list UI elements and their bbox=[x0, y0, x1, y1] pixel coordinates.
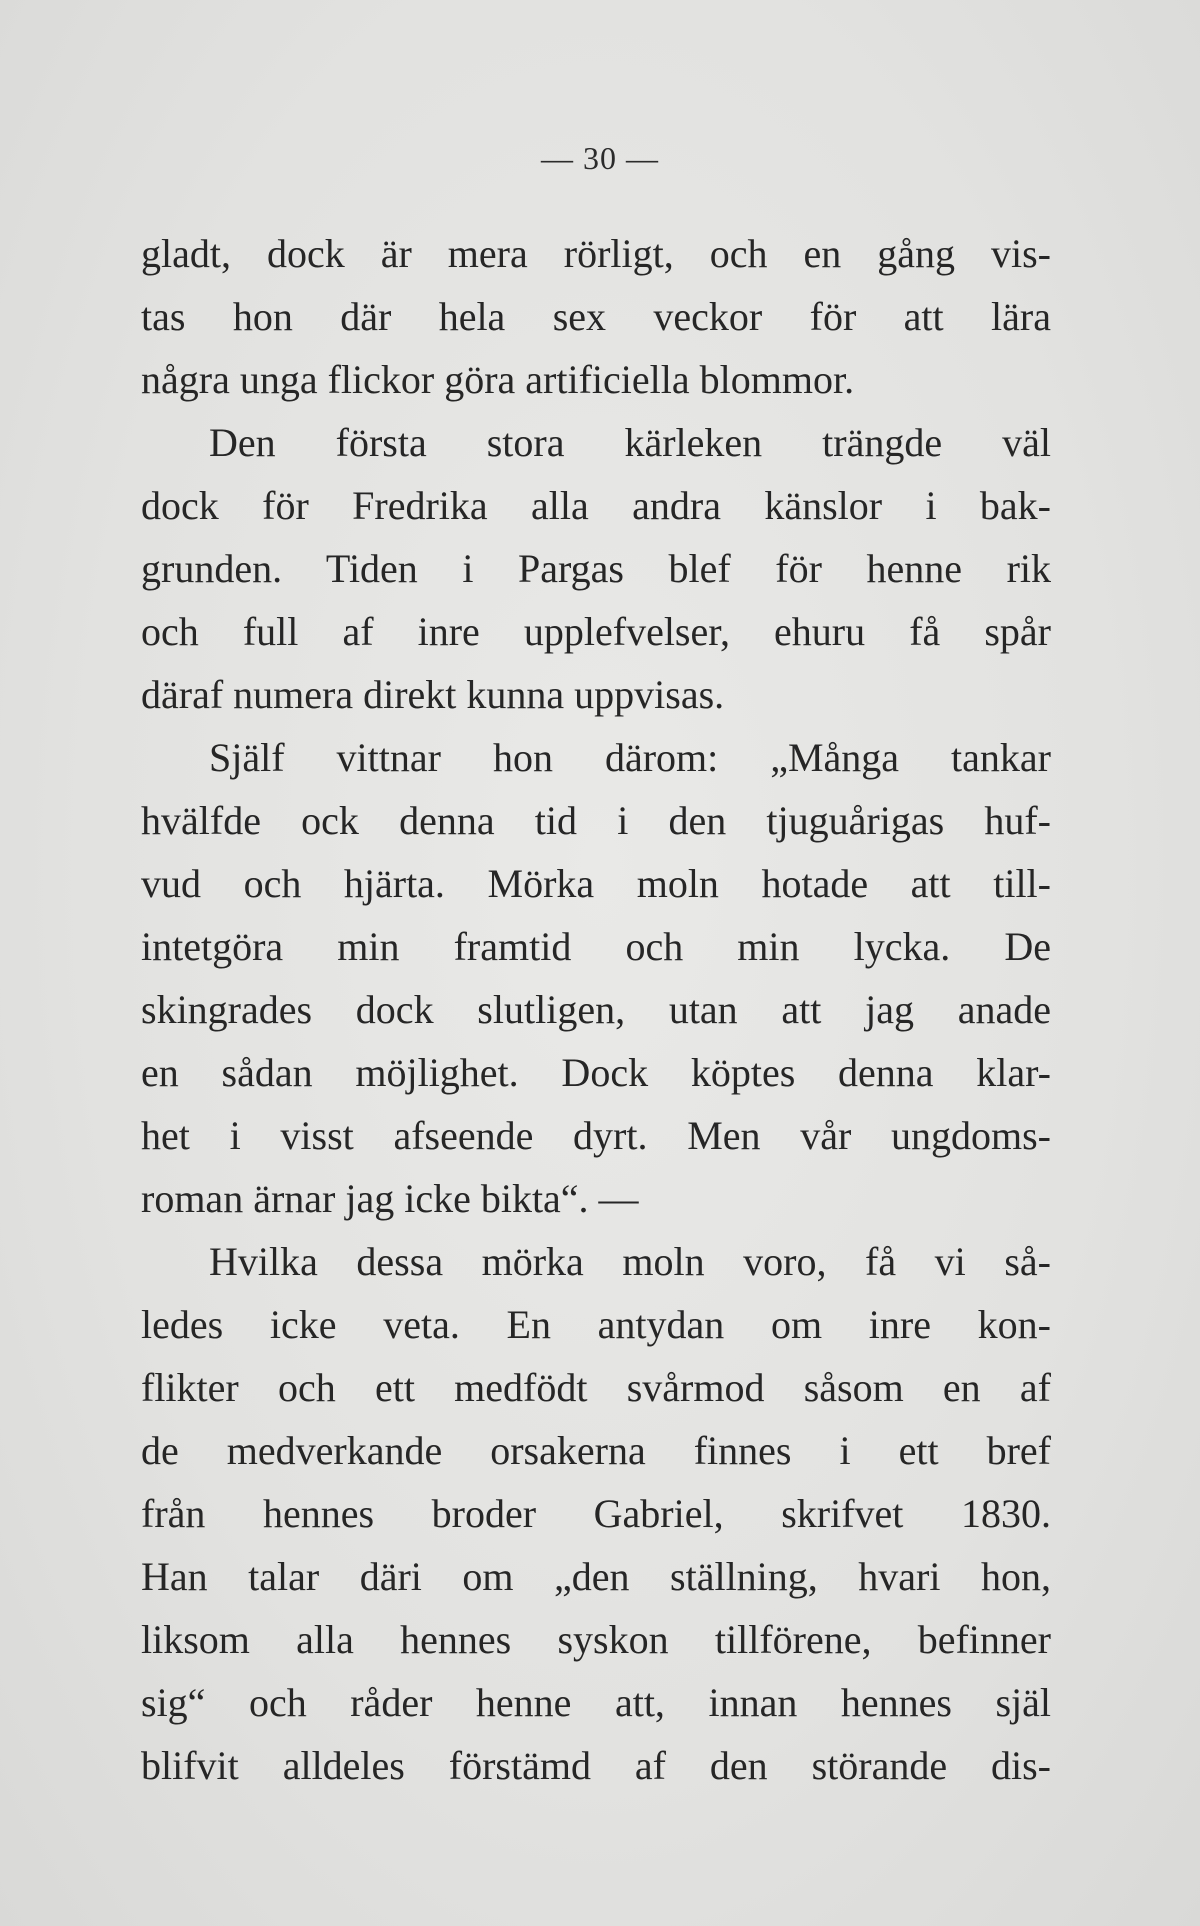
text-line: Den första stora kärleken trängde väl bbox=[209, 420, 1051, 465]
text-line: sig“ och råder henne att, innan hennes själ bbox=[141, 1680, 1051, 1725]
text-line: vud och hjärta. Mörka moln hotade att till- bbox=[141, 861, 1051, 906]
text-line: däraf numera direkt kunna uppvisas. bbox=[141, 672, 725, 717]
text-line: blifvit alldeles förstämd af den störande dis- bbox=[141, 1743, 1051, 1788]
text-line: Han talar däri om „den ställning, hvari hon, bbox=[141, 1554, 1051, 1599]
text-line: ledes icke veta. En antydan om inre kon- bbox=[141, 1302, 1051, 1347]
text-line: dock för Fredrika alla andra känslor i bak- bbox=[141, 483, 1051, 528]
text-line: Hvilka dessa mörka moln voro, få vi så- bbox=[209, 1239, 1051, 1284]
text-line: och full af inre upplefvelser, ehuru få spår bbox=[141, 609, 1051, 654]
text-line: hvälfde ock denna tid i den tjuguårigas huf- bbox=[141, 798, 1051, 843]
text-line: intetgöra min framtid och min lycka. De bbox=[141, 924, 1051, 969]
text-line: liksom alla hennes syskon tillförene, befinner bbox=[141, 1617, 1051, 1662]
text-line: en sådan möjlighet. Dock köptes denna klar- bbox=[141, 1050, 1051, 1095]
text-line: grunden. Tiden i Pargas blef för henne rik bbox=[141, 546, 1051, 591]
text-line: från hennes broder Gabriel, skrifvet 1830. bbox=[141, 1491, 1051, 1536]
text-line: flikter och ett medfödt svårmod såsom en af bbox=[141, 1365, 1051, 1410]
text-line: gladt, dock är mera rörligt, och en gång vis- bbox=[141, 231, 1051, 276]
text-line: tas hon där hela sex veckor för att lära bbox=[141, 294, 1051, 339]
text-line: het i visst afseende dyrt. Men vår ungdoms- bbox=[141, 1113, 1051, 1158]
body-text bbox=[141, 222, 1051, 1797]
page-number: — 30 — bbox=[541, 140, 659, 176]
text-line: några unga flickor göra artificiella blommor. bbox=[141, 357, 855, 402]
text-line: skingrades dock slutligen, utan att jag anade bbox=[141, 987, 1051, 1032]
text-line: roman ärnar jag icke bikta“. — bbox=[141, 1176, 639, 1221]
text-line: Själf vittnar hon därom: „Många tankar bbox=[209, 735, 1051, 780]
text-line: de medverkande orsakerna finnes i ett bref bbox=[141, 1428, 1051, 1473]
